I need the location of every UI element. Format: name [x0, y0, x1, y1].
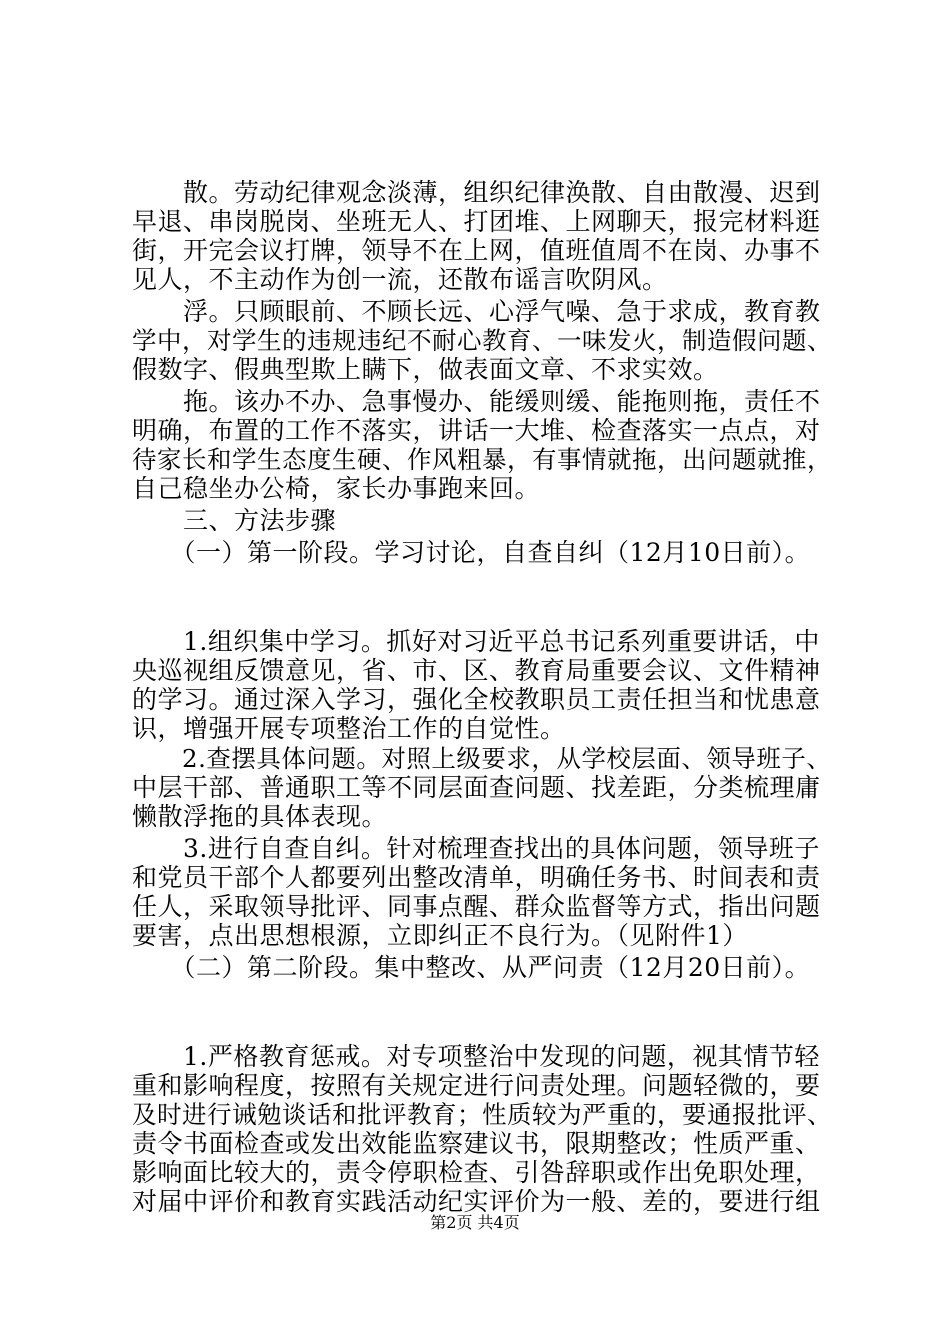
text-line: 待家长和学生态度生硬、作风粗暴，有事情就拖，出问题就推， [132, 445, 832, 474]
text-line: 早退、串岗脱岗、坐班无人、打团堆、上网聊天，报完材料逛 [132, 207, 821, 236]
text-line: 影响面比较大的，责令停职检查、引咎辞职或作出免职处理， [132, 1158, 821, 1187]
text-line: 明确，布置的工作不落实，讲话一大堆、检查落实一点点，对 [132, 416, 821, 445]
text-line: 学中，对学生的违规违纪不耐心教育、一味发火，制造假问题、 [132, 326, 832, 355]
text-line: 2.查摆具体问题。对照上级要求，从学校层面、领导班子、 [132, 744, 832, 773]
text-line: 假数字、假典型欺上瞒下，做表面文章、不求实效。 [132, 355, 719, 384]
text-line: 街，开完会议打牌，领导不在上网，值班值周不在岗、办事不 [132, 236, 821, 265]
text-line: 和党员干部个人都要列出整改清单，明确任务书、时间表和责 [132, 863, 821, 892]
text-line: 见人，不主动作为创一流，还散布谣言吹阴风。 [132, 265, 668, 294]
text-line: 识，增强开展专项整治工作的自觉性。 [132, 714, 566, 743]
text-line: 重和影响程度，按照有关规定进行问责处理。问题轻微的，要 [132, 1071, 821, 1100]
text-line: 央巡视组反馈意见，省、市、区、教育局重要会议、文件精神 [132, 656, 821, 685]
section-heading: 三、方法步骤 [132, 506, 337, 535]
text-line: 1.严格教育惩戒。对专项整治中发现的问题，视其情节轻 [132, 1042, 820, 1071]
text-line: 对届中评价和教育实践活动纪实评价为一般、差的，要进行组 [132, 1187, 821, 1216]
text-line: 任人，采取领导批评、同事点醒、群众监督等方式，指出问题 [132, 892, 821, 921]
text-line: 及时进行诫勉谈话和批评教育；性质较为严重的，要通报批评、 [132, 1100, 832, 1129]
text-line: 散。劳动纪律观念淡薄，组织纪律涣散、自由散漫、迟到 [132, 178, 821, 207]
page-number-footer: 第2页 共4页 [430, 1213, 520, 1232]
text-line: 1.组织集中学习。抓好对习近平总书记系列重要讲话，中 [132, 627, 820, 656]
text-line: 自己稳坐办公椅，家长办事跑来回。 [132, 474, 541, 503]
text-line: 3.进行自查自纠。针对梳理查找出的具体问题，领导班子 [132, 834, 820, 863]
text-line: 责令书面检查或发出效能监察建议书，限期整改；性质严重、 [132, 1129, 821, 1158]
text-line: 懒散浮拖的具体表现。 [132, 802, 388, 831]
text-line: 的学习。通过深入学习，强化全校教职员工责任担当和忧患意 [132, 685, 821, 714]
text-line: 浮。只顾眼前、不顾长远、心浮气噪、急于求成，教育教 [132, 297, 821, 326]
section-subheading: （二）第二阶段。集中整改、从严问责（12月20日前）。 [132, 953, 811, 982]
text-line: 中层干部、普通职工等不同层面查问题、找差距，分类梳理庸 [132, 773, 821, 802]
section-subheading: （一）第一阶段。学习讨论，自查自纠（12月10日前）。 [132, 538, 811, 567]
text-line: 要害，点出思想根源，立即纠正不良行为。（见附件1） [132, 921, 748, 950]
text-line: 拖。该办不办、急事慢办、能缓则缓、能拖则拖，责任不 [132, 387, 821, 416]
